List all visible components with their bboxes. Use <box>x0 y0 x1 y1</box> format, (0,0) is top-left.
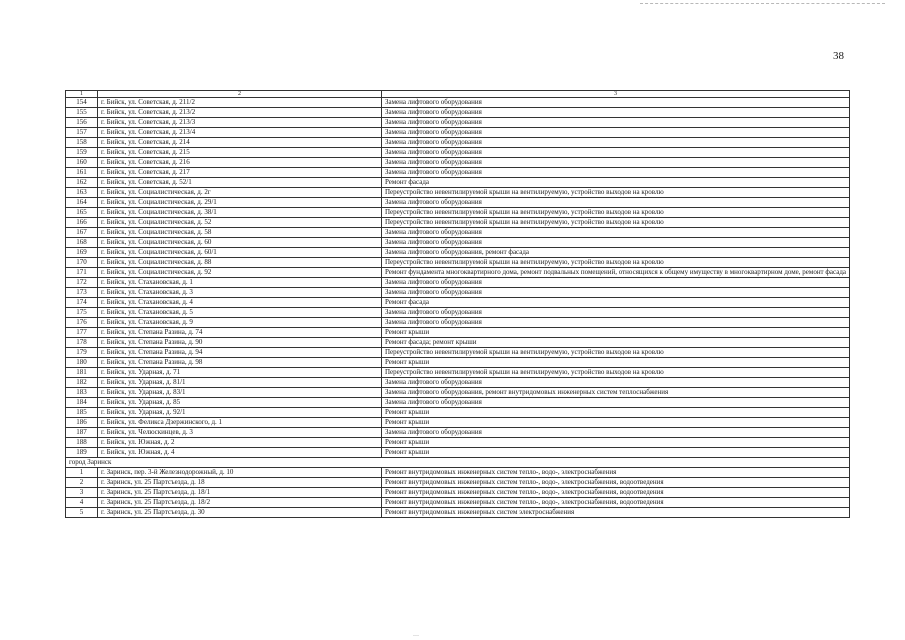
row-number: 165 <box>66 208 98 218</box>
row-work-type: Замена лифтового оборудования <box>382 98 850 108</box>
row-work-type: Ремонт крыши <box>382 328 850 338</box>
row-address: г. Бийск, ул. Советская, д. 216 <box>98 158 382 168</box>
row-number: 163 <box>66 188 98 198</box>
row-number: 187 <box>66 428 98 438</box>
row-work-type: Ремонт внутридомовых инженерных систем электроснабжения <box>382 508 850 518</box>
table-row <box>66 198 850 208</box>
row-number: 172 <box>66 278 98 288</box>
row-number: 180 <box>66 358 98 368</box>
table-row <box>66 278 850 288</box>
table-row <box>66 238 850 248</box>
row-work-type: Переустройство невентилируемой крыши на вентилируемую, устройство выходов на кровлю <box>382 208 850 218</box>
row-work-type: Замена лифтового оборудования <box>382 198 850 208</box>
row-work-type: Замена лифтового оборудования <box>382 378 850 388</box>
row-number: 164 <box>66 198 98 208</box>
table-row <box>66 348 850 358</box>
row-work-type: Замена лифтового оборудования <box>382 228 850 238</box>
row-address: г. Бийск, ул. Стахановская, д. 3 <box>98 288 382 298</box>
row-work-type: Ремонт внутридомовых инженерных систем тепло-, водо-, электроснабжения, водоотведения <box>382 478 850 488</box>
table-row <box>66 338 850 348</box>
section-title: город Заринск <box>66 458 850 468</box>
row-work-type: Замена лифтового оборудования <box>382 428 850 438</box>
row-number: 189 <box>66 448 98 458</box>
row-address: г. Бийск, ул. Ударная, д. 71 <box>98 368 382 378</box>
table-row <box>66 208 850 218</box>
row-number: 177 <box>66 328 98 338</box>
footer-mark: … <box>413 632 419 638</box>
table-row <box>66 98 850 108</box>
row-work-type: Ремонт крыши <box>382 418 850 428</box>
table-row <box>66 408 850 418</box>
section-row <box>66 458 850 468</box>
row-number: 1 <box>66 468 98 478</box>
table-row <box>66 428 850 438</box>
row-work-type: Замена лифтового оборудования <box>382 108 850 118</box>
row-address: г. Бийск, ул. Стахановская, д. 1 <box>98 278 382 288</box>
table-row <box>66 378 850 388</box>
row-work-type: Замена лифтового оборудования <box>382 118 850 128</box>
row-address: г. Бийск, ул. Социалистическая, д. 60/1 <box>98 248 382 258</box>
table-row <box>66 128 850 138</box>
row-address: г. Бийск, ул. Советская, д. 52/1 <box>98 178 382 188</box>
row-number: 156 <box>66 118 98 128</box>
row-number: 168 <box>66 238 98 248</box>
row-number: 181 <box>66 368 98 378</box>
table-row <box>66 188 850 198</box>
row-work-type: Переустройство невентилируемой крыши на вентилируемую, устройство выходов на кровлю <box>382 348 850 358</box>
table-row <box>66 228 850 238</box>
row-number: 184 <box>66 398 98 408</box>
table-row <box>66 508 850 518</box>
row-address: г. Заринск, ул. 25 Партсъезда, д. 18/2 <box>98 498 382 508</box>
row-work-type: Ремонт крыши <box>382 448 850 458</box>
row-number: 185 <box>66 408 98 418</box>
row-address: г. Бийск, ул. Социалистическая, д. 58 <box>98 228 382 238</box>
table-row <box>66 498 850 508</box>
row-number: 155 <box>66 108 98 118</box>
row-work-type: Замена лифтового оборудования <box>382 128 850 138</box>
row-number: 159 <box>66 148 98 158</box>
repair-program-table <box>65 90 850 518</box>
row-work-type: Ремонт фасада; ремонт крыши <box>382 338 850 348</box>
row-address: г. Бийск, ул. Социалистическая, д. 52 <box>98 218 382 228</box>
table-row <box>66 268 850 278</box>
table-row <box>66 478 850 488</box>
row-address: г. Бийск, ул. Степана Разина, д. 74 <box>98 328 382 338</box>
row-work-type: Замена лифтового оборудования <box>382 148 850 158</box>
row-number: 175 <box>66 308 98 318</box>
row-address: г. Бийск, ул. Советская, д. 213/4 <box>98 128 382 138</box>
row-address: г. Заринск, пер. 3-й Железнодорожный, д. 10 <box>98 468 382 478</box>
row-address: г. Бийск, ул. Южная, д. 4 <box>98 448 382 458</box>
header-col-2: 2 <box>98 91 382 98</box>
row-work-type: Ремонт внутридомовых инженерных систем тепло-, водо-, электроснабжения, водоотведения <box>382 488 850 498</box>
row-work-type: Замена лифтового оборудования <box>382 398 850 408</box>
row-work-type: Переустройство невентилируемой крыши на вентилируемую, устройство выходов на кровлю <box>382 188 850 198</box>
row-address: г. Бийск, ул. Степана Разина, д. 94 <box>98 348 382 358</box>
header-row <box>66 91 850 98</box>
table-row <box>66 358 850 368</box>
row-work-type: Замена лифтового оборудования <box>382 278 850 288</box>
row-address: г. Бийск, ул. Степана Разина, д. 90 <box>98 338 382 348</box>
table-row <box>66 418 850 428</box>
table-row <box>66 328 850 338</box>
row-address: г. Заринск, ул. 25 Партсъезда, д. 30 <box>98 508 382 518</box>
table-row <box>66 368 850 378</box>
header-col-1: 1 <box>66 91 98 98</box>
row-number: 5 <box>66 508 98 518</box>
row-address: г. Бийск, ул. Ударная, д. 92/1 <box>98 408 382 418</box>
table-row <box>66 168 850 178</box>
row-work-type: Замена лифтового оборудования <box>382 288 850 298</box>
row-number: 162 <box>66 178 98 188</box>
row-work-type: Замена лифтового оборудования <box>382 138 850 148</box>
row-number: 166 <box>66 218 98 228</box>
row-address: г. Бийск, ул. Ударная, д. 81/1 <box>98 378 382 388</box>
table-row <box>66 148 850 158</box>
row-work-type: Переустройство невентилируемой крыши на вентилируемую, устройство выходов на кровлю <box>382 258 850 268</box>
row-work-type: Замена лифтового оборудования, ремонт внутридомовых инженерных систем теплоснабжения <box>382 388 850 398</box>
row-address: г. Бийск, ул. Южная, д. 2 <box>98 438 382 448</box>
row-address: г. Бийск, ул. Социалистическая, д. 92 <box>98 268 382 278</box>
row-number: 182 <box>66 378 98 388</box>
table-row <box>66 288 850 298</box>
row-address: г. Бийск, ул. Социалистическая, д. 60 <box>98 238 382 248</box>
table-row <box>66 448 850 458</box>
row-number: 157 <box>66 128 98 138</box>
table-row <box>66 248 850 258</box>
row-work-type: Замена лифтового оборудования <box>382 318 850 328</box>
table-row <box>66 298 850 308</box>
header-col-3: 3 <box>382 91 850 98</box>
row-address: г. Бийск, ул. Советская, д. 213/3 <box>98 118 382 128</box>
row-number: 3 <box>66 488 98 498</box>
row-work-type: Переустройство невентилируемой крыши на вентилируемую, устройство выходов на кровлю <box>382 368 850 378</box>
row-number: 171 <box>66 268 98 278</box>
row-address: г. Бийск, ул. Советская, д. 214 <box>98 138 382 148</box>
table-row <box>66 308 850 318</box>
row-number: 161 <box>66 168 98 178</box>
row-number: 183 <box>66 388 98 398</box>
row-number: 2 <box>66 478 98 488</box>
table-row <box>66 118 850 128</box>
row-address: г. Бийск, ул. Ударная, д. 85 <box>98 398 382 408</box>
row-number: 170 <box>66 258 98 268</box>
row-number: 188 <box>66 438 98 448</box>
row-work-type: Замена лифтового оборудования <box>382 238 850 248</box>
row-number: 160 <box>66 158 98 168</box>
table-row <box>66 258 850 268</box>
row-address: г. Бийск, ул. Социалистическая, д. 29/1 <box>98 198 382 208</box>
row-number: 167 <box>66 228 98 238</box>
row-work-type: Ремонт внутридомовых инженерных систем тепло-, водо-, электроснабжения, водоотведения <box>382 498 850 508</box>
table-row <box>66 108 850 118</box>
row-number: 169 <box>66 248 98 258</box>
row-address: г. Бийск, ул. Феликса Дзержинского, д. 1 <box>98 418 382 428</box>
row-address: г. Бийск, ул. Социалистическая, д. 88 <box>98 258 382 268</box>
row-address: г. Бийск, ул. Советская, д. 211/2 <box>98 98 382 108</box>
row-address: г. Бийск, ул. Челюскинцев, д. 3 <box>98 428 382 438</box>
row-work-type: Замена лифтового оборудования <box>382 158 850 168</box>
row-work-type: Ремонт крыши <box>382 358 850 368</box>
row-address: г. Бийск, ул. Стахановская, д. 4 <box>98 298 382 308</box>
row-number: 4 <box>66 498 98 508</box>
row-work-type: Ремонт фасада <box>382 298 850 308</box>
row-number: 158 <box>66 138 98 148</box>
row-number: 174 <box>66 298 98 308</box>
row-address: г. Заринск, ул. 25 Партсъезда, д. 18/1 <box>98 488 382 498</box>
row-address: г. Бийск, ул. Социалистическая, д. 2г <box>98 188 382 198</box>
row-work-type: Замена лифтового оборудования <box>382 308 850 318</box>
row-address: г. Бийск, ул. Стахановская, д. 5 <box>98 308 382 318</box>
table-row <box>66 218 850 228</box>
row-work-type: Ремонт крыши <box>382 408 850 418</box>
page-number: 38 <box>833 50 844 62</box>
table-row <box>66 398 850 408</box>
row-number: 173 <box>66 288 98 298</box>
row-work-type: Ремонт фундамента многоквартирного дома, ремонт подвальных помещений, относящихся к общему имуществу в многоквартирном доме, ремонт фасада <box>382 268 850 278</box>
table-row <box>66 488 850 498</box>
row-address: г. Бийск, ул. Степана Разина, д. 98 <box>98 358 382 368</box>
row-work-type: Переустройство невентилируемой крыши на вентилируемую, устройство выходов на кровлю <box>382 218 850 228</box>
table-row <box>66 318 850 328</box>
table-row <box>66 438 850 448</box>
row-address: г. Бийск, ул. Ударная, д. 83/1 <box>98 388 382 398</box>
row-work-type: Ремонт фасада <box>382 178 850 188</box>
row-address: г. Бийск, ул. Советская, д. 215 <box>98 148 382 158</box>
row-address: г. Бийск, ул. Советская, д. 217 <box>98 168 382 178</box>
table-row <box>66 388 850 398</box>
row-number: 178 <box>66 338 98 348</box>
row-number: 179 <box>66 348 98 358</box>
table-row <box>66 468 850 478</box>
row-address: г. Бийск, ул. Советская, д. 213/2 <box>98 108 382 118</box>
row-work-type: Ремонт крыши <box>382 438 850 448</box>
table-row <box>66 138 850 148</box>
row-number: 154 <box>66 98 98 108</box>
row-work-type: Ремонт внутридомовых инженерных систем тепло-, водо-, электроснабжения <box>382 468 850 478</box>
row-address: г. Бийск, ул. Социалистическая, д. 38/1 <box>98 208 382 218</box>
table-row <box>66 158 850 168</box>
row-work-type: Замена лифтового оборудования, ремонт фасада <box>382 248 850 258</box>
header-rule <box>640 3 885 4</box>
row-address: г. Заринск, ул. 25 Партсъезда, д. 18 <box>98 478 382 488</box>
row-address: г. Бийск, ул. Стахановская, д. 9 <box>98 318 382 328</box>
row-number: 176 <box>66 318 98 328</box>
row-work-type: Замена лифтового оборудования <box>382 168 850 178</box>
table-row <box>66 178 850 188</box>
row-number: 186 <box>66 418 98 428</box>
